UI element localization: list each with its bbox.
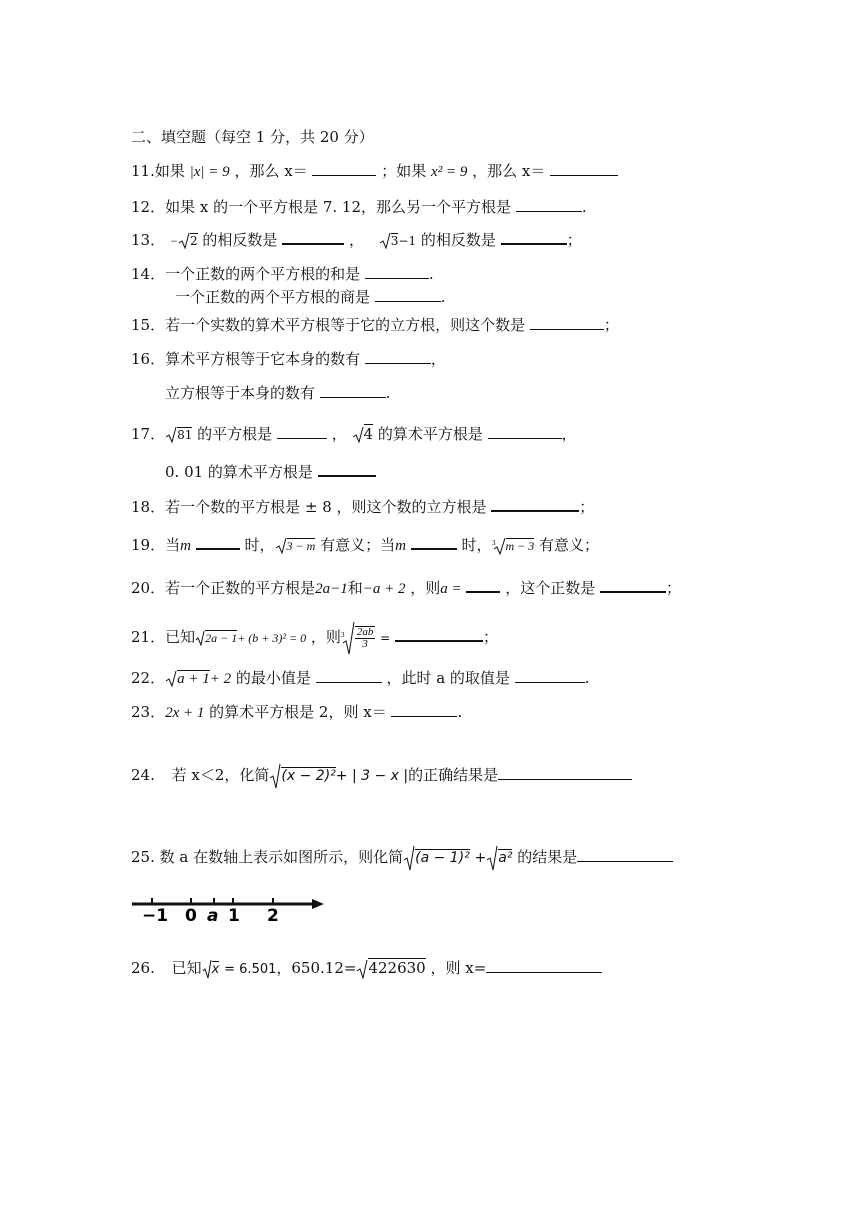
- q17-text-3: 0. 01 的算术平方根是: [165, 463, 313, 481]
- question-23: [131, 702, 462, 723]
- sqrt-symbol: [275, 537, 287, 555]
- q21-fraction: [355, 626, 376, 650]
- q18-blank[interactable]: [491, 496, 579, 512]
- q25-radicand-1: (a − 1)²: [415, 850, 470, 866]
- q14-end-1: .: [428, 265, 434, 283]
- q19-text-2: 有意义；当: [320, 536, 396, 554]
- q11-square-expr: x² = 9: [431, 164, 468, 180]
- question-20: [131, 577, 681, 599]
- q14-blank-2[interactable]: [375, 287, 441, 302]
- q26-expr: = 6.501: [224, 962, 277, 977]
- q24-text-2: 的正确结果是: [408, 766, 499, 784]
- q23-text: 的算术平方根是 2，则 x＝: [209, 703, 387, 721]
- q22-expr: + 2: [209, 671, 232, 687]
- question-17: [131, 424, 577, 445]
- q16-blank-1[interactable]: [365, 349, 431, 364]
- q26-text-1: 已知: [171, 959, 202, 977]
- q23-prefix: 23．: [131, 703, 166, 721]
- q13-text-2: 的相反数是: [420, 231, 496, 249]
- q15-blank[interactable]: [530, 315, 604, 330]
- q16-blank-2[interactable]: [320, 383, 386, 398]
- q18-end: ；: [579, 498, 595, 516]
- sqrt-symbol: [195, 630, 205, 646]
- q22-text-2: ，此时 a 的取值是: [386, 669, 510, 687]
- q21-radicand: 2a − 1: [205, 631, 238, 645]
- q20-text-3: ，则: [410, 579, 441, 597]
- q19-text-3: 时，: [461, 536, 492, 554]
- q26-prefix: 26.: [131, 959, 155, 977]
- q24-radicand: (x − 2)²: [281, 768, 336, 784]
- sqrt-symbol: [356, 959, 368, 979]
- q26-radicand-1: x: [211, 962, 220, 977]
- q13-text-1: 的相反数是: [202, 231, 278, 249]
- sqrt-symbol: [202, 959, 212, 979]
- q21-prefix: 21．已知: [131, 628, 196, 646]
- q19-radicand-1: 3 − m: [286, 539, 316, 553]
- q15-text: 15．若一个实数的算术平方根等于它的立方根，则这个数是: [131, 316, 526, 334]
- question-16-line-2: [165, 383, 391, 403]
- q24-blank[interactable]: [498, 765, 632, 780]
- q17-blank-2[interactable]: [488, 424, 562, 439]
- q17-blank-1[interactable]: [277, 424, 327, 439]
- label-minus-1: −1: [142, 906, 169, 924]
- q21-end: ；: [483, 628, 499, 646]
- q14-text-1: 14．一个正数的两个平方根的和是: [131, 265, 361, 283]
- q12-end: .: [581, 198, 587, 216]
- q19-var-1: m: [180, 538, 191, 554]
- q22-blank-1[interactable]: [316, 668, 382, 683]
- q19-blank-2[interactable]: [411, 534, 457, 550]
- q14-blank-1[interactable]: [365, 264, 429, 279]
- question-22: [131, 668, 590, 689]
- q24-text-1: 若 x＜2，化简: [171, 766, 270, 784]
- cube-root-symbol: [492, 537, 506, 555]
- q22-text-1: 的最小值是: [235, 669, 311, 687]
- sqrt-symbol: [165, 426, 177, 444]
- q16-text-1: 16．算术平方根等于它本身的数有: [131, 350, 361, 368]
- q24-prefix: 24.: [131, 766, 155, 784]
- q16-end-2: .: [385, 384, 391, 402]
- q19-prefix: 19．当: [131, 536, 181, 554]
- svg-text:3: 3: [491, 539, 495, 547]
- question-19: [131, 534, 599, 556]
- sqrt-symbol: [269, 763, 281, 789]
- q20-end: ；: [666, 579, 682, 597]
- question-18: [131, 496, 594, 517]
- q11-abs-expr: |x| = 9: [189, 164, 230, 180]
- q13-radicand-1: 2: [189, 234, 198, 248]
- q13-radicand-2: 3: [390, 234, 399, 248]
- q25-plus: +: [474, 850, 487, 866]
- q20-blank-1[interactable]: [466, 577, 500, 593]
- q26-radicand-2: 422630: [368, 959, 426, 977]
- q21-text-1: ，则: [310, 628, 341, 646]
- q19-text-1: 时，: [244, 536, 275, 554]
- question-16: [131, 349, 446, 369]
- q21-numerator: 2ab: [356, 626, 374, 638]
- q17-text-1: 的平方根是: [197, 425, 273, 443]
- q20-expr-1: 2a−1: [315, 581, 348, 597]
- question-12: [131, 197, 587, 217]
- q20-blank-2[interactable]: [600, 577, 666, 593]
- q23-blank[interactable]: [391, 702, 457, 717]
- q11-prefix: 11.如果: [131, 162, 185, 180]
- sqrt-symbol: [352, 426, 364, 444]
- q12-blank[interactable]: [516, 197, 582, 212]
- section-title: 二、填空题（每空 1 分，共 20 分）: [131, 128, 374, 146]
- q17-text-2: 的算术平方根是: [377, 425, 483, 443]
- q22-radicand: a + 1: [177, 671, 210, 687]
- sqrt-symbol: [165, 670, 177, 688]
- q22-end: .: [584, 669, 590, 687]
- number-line-arrow: [312, 899, 324, 909]
- q26-text-3: ，则 x=: [430, 959, 487, 977]
- q19-blank-1[interactable]: [196, 534, 240, 550]
- q17-radicand-1: 81: [177, 428, 193, 442]
- sqrt-symbol: [403, 845, 415, 871]
- svg-text:3: 3: [340, 631, 345, 639]
- q20-expr-2: −a + 2: [362, 581, 406, 597]
- q13-prefix: 13．: [131, 231, 166, 249]
- question-21: [131, 621, 498, 655]
- q20-text-1: 20．若一个正数的平方根是: [131, 579, 316, 597]
- question-14: [131, 264, 434, 284]
- q13-minus: −: [169, 234, 178, 248]
- q19-text-4: 有意义；: [539, 536, 600, 554]
- sqrt-symbol: [379, 232, 391, 250]
- q13-sep: ，: [348, 231, 364, 249]
- q22-prefix: 22．: [131, 669, 166, 687]
- q20-text-2: 和: [347, 579, 363, 597]
- q19-radicand-2: m − 3: [505, 539, 535, 553]
- q14-text-2: 一个正数的两个平方根的商是: [175, 288, 371, 306]
- q25-blank[interactable]: [577, 847, 673, 862]
- number-line: [128, 890, 328, 924]
- label-0: 0: [185, 906, 197, 924]
- q20-text-4: ，这个正数是: [505, 579, 596, 597]
- q15-end: ；: [603, 316, 619, 334]
- q26-text-2: ，650.12=: [276, 959, 357, 977]
- q21-blank[interactable]: [395, 626, 483, 642]
- q11-text-3: ，那么 x＝: [472, 162, 546, 180]
- question-15: [131, 315, 619, 335]
- q21-expr: + (b + 3)² = 0: [237, 631, 307, 645]
- question-26: [131, 958, 602, 980]
- q13-blank-1[interactable]: [282, 229, 344, 245]
- q25-text-2: 的结果是: [517, 848, 578, 866]
- q11-blank-2[interactable]: [550, 161, 618, 176]
- q21-denominator: 3: [362, 638, 368, 650]
- question-14-line-2: [175, 287, 446, 307]
- q12-text: 12．如果 x 的一个平方根是 7. 12，那么另一个平方根是: [131, 198, 512, 216]
- q26-blank[interactable]: [486, 958, 602, 973]
- q17-end: ，: [561, 425, 577, 443]
- q17-prefix: 17．: [131, 425, 166, 443]
- q17-radicand-2: 4: [363, 425, 374, 443]
- q14-end-2: .: [440, 288, 446, 306]
- q25-text-1: 25. 数 a 在数轴上表示如图所示，则化简: [131, 848, 404, 866]
- question-17-line-2: [165, 461, 376, 482]
- q18-text: 18．若一个数的平方根是 ± 8 ，则这个数的立方根是: [131, 498, 487, 516]
- label-1: 1: [228, 906, 240, 924]
- sqrt-symbol: [486, 845, 498, 871]
- q22-blank-2[interactable]: [515, 668, 585, 683]
- q13-minus-one: −1: [398, 234, 417, 248]
- q11-text: ，那么 x＝: [234, 162, 308, 180]
- q11-blank-1[interactable]: [312, 161, 376, 176]
- q24-expr: + | 3 − x |: [335, 768, 409, 784]
- question-11: [131, 161, 618, 182]
- q19-var-2: m: [395, 538, 406, 554]
- q13-end: ；: [566, 231, 582, 249]
- q21-equals: =: [380, 631, 391, 645]
- label-2: 2: [267, 906, 279, 924]
- question-25: [131, 845, 673, 871]
- q20-expr-3: a =: [440, 581, 462, 597]
- q25-radicand-2: a²: [498, 850, 513, 866]
- q13-blank-2[interactable]: [501, 229, 567, 245]
- q17-sep: ，: [331, 425, 347, 443]
- question-24: [131, 763, 632, 789]
- q16-text-2: 立方根等于本身的数有: [165, 384, 316, 402]
- q16-end-1: ，: [430, 350, 446, 368]
- q23-expr: 2x + 1: [165, 705, 205, 721]
- label-a: a: [207, 906, 219, 924]
- question-13: [131, 229, 582, 251]
- q11-text-2: ；如果: [381, 162, 427, 180]
- q17-blank-3[interactable]: [318, 461, 376, 477]
- q23-end: .: [457, 703, 463, 721]
- sqrt-symbol: [178, 232, 190, 250]
- cube-root-symbol: [341, 621, 355, 655]
